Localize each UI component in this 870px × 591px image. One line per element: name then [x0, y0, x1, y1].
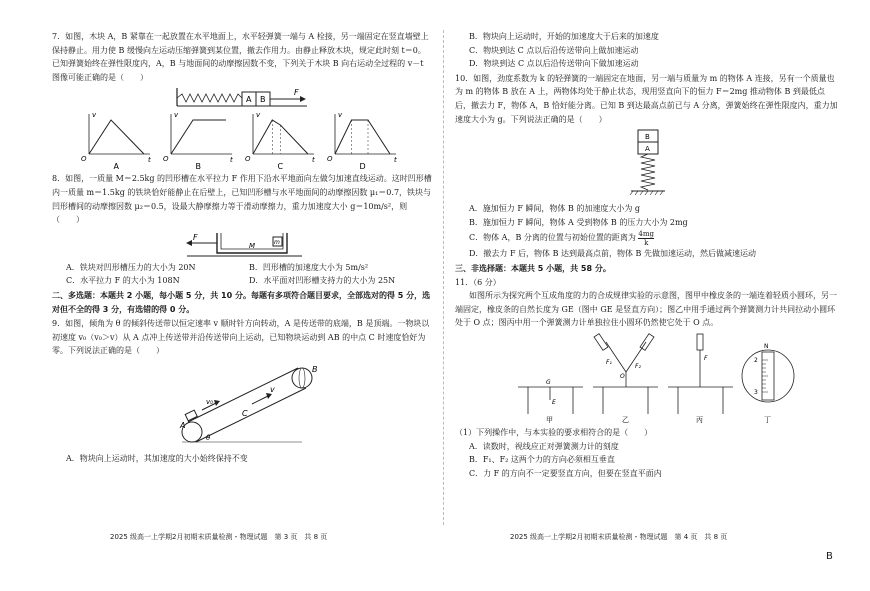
footer-page-3: 2025 级高一上学期2月初期末质量检测・物理试题 第 3 页 共 8 页	[110, 533, 328, 541]
graph-v-label: v	[338, 111, 343, 120]
right-column	[455, 30, 840, 480]
q10-frac-num: 4mg	[638, 229, 654, 238]
graph-curve	[335, 120, 390, 154]
q10-option-a: A．施加恒力 F 瞬间，物体 B 的加速度大小为 g	[469, 204, 641, 214]
q9-conveyor-figure	[152, 360, 332, 450]
graph-origin: O	[327, 155, 333, 164]
q11-F1: F₁	[605, 358, 612, 366]
graph-curve	[89, 120, 144, 154]
q9-option-d: D．物块到达 C 点以后沿传送带向下做加速运动	[469, 59, 639, 69]
graph-t-label: t	[312, 156, 315, 165]
q10-text: 10．如图，劲度系数为 k 的轻弹簧的一端固定在地面，另一端与质量为 m 的物体 A 连接，另有一个质量也为 m 的物体 B 放在 A 上，两物体均处于静止状态，现用竖直向下的恒力 F＝2mg 推动物体 B 到最低点后，撤去力 F，物体 A，B 恰好能分离。已知 B 到达最高点前已与 A 分离，弹簧始终在弹性限度内，重力加速度大小为 g。下列说法正确的是（ ）	[455, 73, 838, 124]
q8-options	[52, 261, 432, 288]
q8-option-d: D．水平面对凹形槽支持力的大小为 25N	[249, 276, 396, 286]
q10-spring-figure	[623, 128, 673, 200]
q9-B: B	[312, 364, 318, 374]
block-b-label: B	[260, 95, 266, 105]
q9-option-b: B．物块向上运动时，开始的加速度大于后来的加速度	[469, 32, 659, 41]
q11-G: G	[545, 378, 551, 386]
graph-t-label: t	[394, 156, 397, 165]
q11-N: N	[763, 342, 768, 350]
graph-curve	[253, 120, 308, 154]
q8-groove-figure	[177, 229, 307, 259]
fig8-m: m	[274, 238, 280, 246]
q10-fraction	[638, 230, 654, 247]
q11-3: 3	[753, 388, 758, 396]
q11-F: F	[703, 354, 707, 362]
q11-option-c: C．力 F 的方向不一定要竖直方向，但要在竖直平面内	[469, 468, 662, 478]
q11-head: 11．（6 分）	[455, 277, 501, 287]
q9-option-c: C．物块到达 C 点以后沿传送带向上做加速运动	[469, 45, 639, 55]
graph-curve	[171, 120, 226, 154]
q11-cap-ding: 丁	[763, 415, 771, 424]
graph-origin: O	[81, 155, 87, 164]
graph-option-label: A	[113, 162, 119, 171]
force-label: F	[294, 88, 299, 98]
q11-2: 2	[753, 356, 758, 364]
graph-option-label: D	[359, 162, 366, 171]
q11-option-b: B．F₁、F₂ 这两个力的方向必须相互垂直	[469, 455, 615, 465]
q9-A: A	[180, 420, 186, 430]
section-3-heading: 三、非选择题：本题共 5 小题，共 58 分。	[455, 263, 611, 273]
q11-sub1: （1）下列操作中，与本实验的要求相符合的是（ ）	[455, 427, 653, 437]
q10-A: A	[644, 145, 650, 154]
q9-option-a: A．物块向上运动时，其加速度的大小始终保持不变	[66, 453, 248, 463]
fig8-F: F	[193, 232, 198, 242]
q8-option-c: C．水平拉力 F 的大小为 108N	[66, 276, 180, 286]
q10-option-c	[455, 229, 840, 247]
block-a-label: A	[246, 95, 252, 105]
q11-cap-jia: 甲	[545, 415, 553, 424]
q8-text: 8．如图，一质量 M＝2.5kg 的凹形槽在水平拉力 F 作用下沿水平地面向左做匀加速直线运动。这时凹形槽内一质量 m＝1.5kg 的铁块恰好能静止在后壁上，已知凹形槽与水平地面间的动摩擦因数 μ₁＝0.7，铁块与凹形槽间的动摩擦因数 μ₂＝0.5，设最大静摩擦力等于滑动摩擦力，重力加速度大小 g＝10m/s²，则（ ）	[52, 174, 432, 225]
q11-cap-bing: 丙	[695, 415, 703, 424]
q11-option-a: A．读数时，视线应正对弹簧测力计的刻度	[469, 441, 619, 451]
graph-v-label: v	[256, 111, 261, 120]
graph-v-label: v	[92, 111, 97, 120]
q11-O: O	[619, 372, 625, 380]
q7-vt-graphs	[77, 110, 407, 170]
q10-option-b: B．施加恒力 F 瞬间，物体 A 受到物体 B 的压力大小为 2mg	[469, 217, 688, 227]
q7-text: 7．如图，木块 A，B 紧靠在一起放置在水平地面上，水平轻弹簧一端与 A 栓接，另一端固定在竖直墙壁上保持静止。用力使 B 缓慢向左运动压缩弹簧到某位置，撤去作用力。由静止释放木块，规定此时刻 t＝0。已知弹簧始终在弹性限度内，A，B 与地面间的动摩擦因数不变，下列关于木块 B 向右运动全过程的 v－t 图像可能正确的是（ ）	[52, 32, 429, 82]
q11-experiment-figure	[498, 332, 798, 424]
q10-frac-den: k	[644, 238, 649, 247]
q9-text: 9．如图，倾角为 θ 的倾斜传送带以恒定速率 v 顺时针方向转动，A 是传送带的底端，B 是顶端。一物块以初速度 v₀（v₀＞v）从 A 点冲上传送带并沿传送带向上运动，已知物块运动到 AB 的中点 C 时速度恰好为零。下列说法正确的是（ ）	[52, 319, 430, 356]
graph-v-label: v	[174, 111, 179, 120]
q9-v0: v₀	[206, 397, 213, 406]
column-divider	[443, 30, 444, 525]
q9-C: C	[242, 408, 248, 418]
q9-v: v	[270, 384, 275, 394]
q11-E: E	[551, 398, 556, 406]
q11-text: 如图所示为探究两个互成角度的力的合成规律实验的示意图，图甲中橡皮条的一端连着轻质小圆环，另一端固定，橡皮条的自然长度为 GE（图中 GE 是竖直方向）；图乙中用手通过两个弹簧测力计共同拉动小圆环处于 O 点；图丙中用一个弹簧测力计单独拉住小圆环仍然使它处于 O 点。	[455, 291, 837, 328]
q8-option-b: B．凹形槽的加速度大小为 5m/s²	[249, 262, 369, 272]
q9-theta: θ	[206, 433, 211, 442]
fig8-M: M	[249, 241, 256, 250]
q11-cap-yi: 乙	[621, 415, 629, 424]
graph-option-label: C	[277, 162, 284, 171]
left-column	[52, 30, 432, 466]
q11-F2: F₂	[634, 362, 641, 370]
q10-option-d: D．撤去力 F 后，物体 B 达到最高点前，物体 B 先做加速运动，然后做减速运动	[469, 249, 756, 259]
corner-mark: B	[826, 551, 833, 562]
graph-option-label: B	[195, 162, 201, 171]
graph-origin: O	[245, 155, 251, 164]
graph-t-label: t	[148, 156, 151, 165]
graph-t-label: t	[230, 156, 233, 165]
q8-option-a: A．铁块对凹形槽压力的大小为 20N	[66, 262, 196, 272]
graph-origin: O	[163, 155, 169, 164]
footer-page-4: 2025 级高一上学期2月初期末质量检测・物理试题 第 4 页 共 8 页	[510, 533, 728, 541]
q10-option-c-text: C．物体 A，B 分离的位置与初始位置的距离为	[469, 233, 636, 243]
q10-B: B	[644, 133, 650, 142]
section-2-heading: 二、多选题：本题共 2 小题，每小题 5 分，共 10 分。每题有多项符合题目要求，全部选对的得 5 分，选对但不全的得 3 分，有选错的得 0 分。	[52, 290, 431, 314]
q7-spring-figure	[172, 86, 312, 108]
